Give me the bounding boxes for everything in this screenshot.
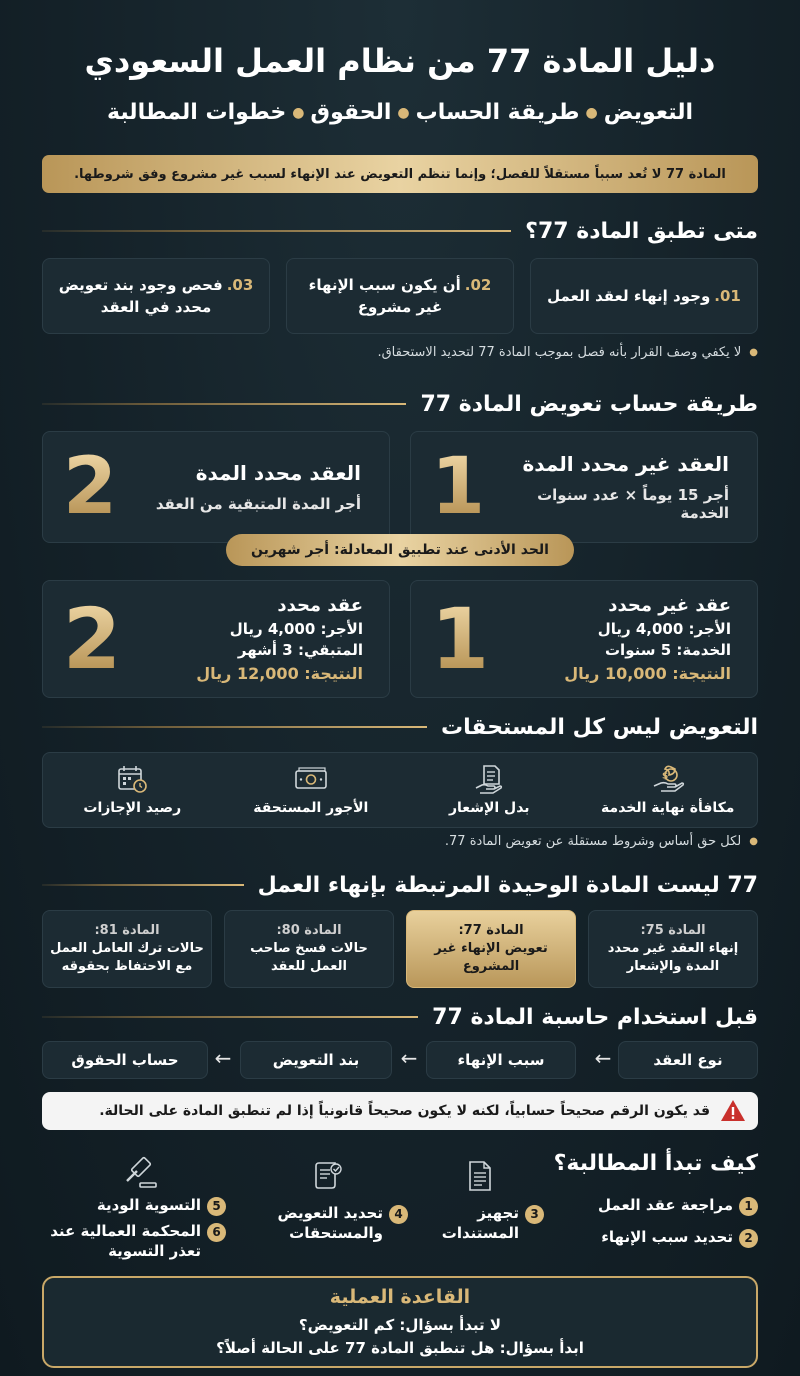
article-number: المادة 77: — [458, 922, 524, 938]
condition-text: فحص وجود بند تعويض محدد في العقد — [58, 275, 223, 316]
subtitle-part-rights: الحقوق — [310, 100, 392, 125]
claim-step-4 — [252, 1204, 408, 1243]
practical-rule-box — [42, 1276, 758, 1368]
section-title: طريقة حساب تعويض المادة 77 — [420, 391, 758, 417]
warning-text: قد يكون الرقم صحيحاً حسابياً، لكنه لا يكون صحيحاً قانونياً إذا لم تنطبق المادة على الحالة. — [99, 1103, 710, 1119]
condition-number: 02. — [464, 275, 492, 294]
due-label: الأجور المستحقة — [253, 800, 369, 816]
article-number: المادة 81: — [94, 922, 160, 938]
warning-banner — [42, 1092, 758, 1130]
article-text: حالات فسخ صاحب العمل للعقد — [250, 940, 368, 975]
claim-step-text: مراجعة عقد العمل — [598, 1196, 733, 1214]
dues-strip — [42, 752, 758, 828]
claim-step-6 — [40, 1222, 226, 1261]
example-number: 1 — [430, 590, 490, 688]
subtitle-separator: ● — [397, 105, 410, 121]
minimum-compensation-pill: الحد الأدنى عند تطبيق المعادلة: أجر شهرين — [226, 534, 574, 566]
article-number: المادة 75: — [640, 922, 706, 938]
section-divider — [42, 884, 244, 886]
checklist-icon — [312, 1160, 344, 1192]
calc-card-formula: أجر المدة المتبقية من العقد — [155, 495, 361, 513]
intro-banner: المادة 77 لا تُعد سبباً مستقلاً للفصل؛ وإنما تنظم التعويض عند الإنهاء لسبب غير مشروع وفق شروطها. — [42, 155, 758, 193]
article-text: إنهاء العقد غير محدد المدة والإشعار — [607, 940, 739, 975]
due-outstanding-wages — [222, 753, 401, 827]
claim-step-text: التسوية الودية — [96, 1196, 201, 1214]
calendar-icon — [115, 764, 149, 794]
section-heading-calculator — [42, 1002, 758, 1032]
money-hand-icon — [651, 764, 685, 794]
gavel-icon — [124, 1156, 160, 1190]
section-title: كيف تبدأ المطالبة؟ — [553, 1150, 758, 1176]
step-contract-type: نوع العقد — [618, 1041, 758, 1079]
claim-step-2 — [601, 1228, 758, 1248]
step-number-badge: 3 — [525, 1205, 544, 1224]
note-text: لا يكفي وصف القرار بأنه فصل بموجب المادة 77 لتحديد الاستحقاق. — [377, 345, 742, 360]
rule-line-1: لا تبدأ بسؤال: كم التعويض؟ — [298, 1316, 502, 1334]
section-heading-dues — [42, 712, 758, 742]
document-icon — [466, 1160, 494, 1192]
article-text: حالات ترك العامل العمل مع الاحتفاظ بحقوقه — [50, 940, 204, 975]
step-termination-reason: سبب الإنهاء — [426, 1041, 576, 1079]
condition-text: أن يكون سبب الإنهاء غير مشروع — [308, 275, 461, 316]
calc-card-number: 2 — [62, 442, 118, 532]
article-card-75 — [588, 910, 758, 988]
calc-card-number: 1 — [430, 442, 486, 532]
section-divider — [42, 1016, 418, 1018]
article-card-77 — [406, 910, 576, 988]
section-heading-articles — [42, 870, 758, 900]
example-service: الخدمة: 5 سنوات — [604, 641, 731, 660]
section-divider — [42, 726, 427, 728]
section-heading-when-apply — [42, 216, 758, 246]
example-number: 2 — [62, 590, 122, 688]
svg-text:$: $ — [661, 771, 669, 782]
step-number-badge: 4 — [389, 1205, 408, 1224]
due-leave-balance — [43, 753, 222, 827]
section-title: متى تطبق المادة 77؟ — [525, 218, 758, 244]
arrow-left-icon: ← — [214, 1046, 232, 1070]
section-heading-calculation — [42, 389, 758, 419]
claim-step-text: تجهيز المستندات — [441, 1204, 519, 1242]
calc-card-formula: أجر 15 يوماً × عدد سنوات الخدمة — [537, 486, 729, 522]
claim-step-5 — [40, 1196, 226, 1216]
step-number-badge: 5 — [207, 1197, 226, 1216]
claim-step-text: تحديد التعويض والمستحقات — [277, 1204, 383, 1242]
condition-number: 03. — [226, 275, 254, 294]
calc-card-title: العقد غير محدد المدة — [522, 452, 729, 476]
subtitle-part-method: طريقة الحساب — [415, 100, 580, 125]
step-rights-calculation: حساب الحقوق — [42, 1041, 208, 1079]
section-heading-how-start — [528, 1148, 758, 1178]
dues-note — [42, 834, 758, 849]
calc-card-title: العقد محدد المدة — [195, 461, 361, 485]
example-result: النتيجة: 12,000 ريال — [196, 664, 363, 684]
arrow-left-icon: ← — [594, 1046, 612, 1070]
step-number-badge: 2 — [739, 1229, 758, 1248]
due-label: بدل الإشعار — [448, 800, 530, 816]
condition-text: وجود إنهاء لعقد العمل — [547, 286, 711, 305]
subtitle-separator: ● — [585, 105, 598, 121]
arrow-left-icon: ← — [400, 1046, 418, 1070]
article-number: المادة 80: — [276, 922, 342, 938]
example-result: النتيجة: 10,000 ريال — [564, 664, 731, 684]
calc-card-fixed — [42, 431, 390, 543]
example-salary: الأجر: 4,000 ريال — [597, 619, 731, 638]
page-subtitle — [0, 100, 800, 125]
step-number-badge: 6 — [207, 1223, 226, 1242]
due-notice-pay — [400, 753, 579, 827]
step-number-badge: 1 — [739, 1197, 758, 1216]
subtitle-part-steps: خطوات المطالبة — [106, 100, 287, 125]
section-title: التعويض ليس كل المستحقات — [441, 714, 758, 740]
example-card-indefinite — [410, 580, 758, 698]
condition-number: 01. — [714, 286, 741, 305]
example-remaining: المتبقي: 3 أشهر — [237, 641, 363, 660]
claim-step-3 — [434, 1204, 544, 1243]
article-text: تعويض الإنهاء غير المشروع — [434, 940, 548, 975]
condition-card-3 — [42, 258, 270, 334]
article-card-81 — [42, 910, 212, 988]
subtitle-separator: ● — [292, 105, 305, 121]
page-title: دليل المادة 77 من نظام العمل السعودي — [84, 42, 716, 80]
claim-step-text: تحديد سبب الإنهاء — [601, 1228, 733, 1246]
note-text: لكل حق أساس وشروط مستقلة عن تعويض المادة 77. — [444, 834, 742, 849]
article-card-80 — [224, 910, 394, 988]
example-title: عقد محدد — [277, 594, 363, 616]
rule-line-2: ابدأ بسؤال: هل تنطبق المادة 77 على الحالة أصلاً؟ — [216, 1338, 584, 1357]
calc-card-indefinite — [410, 431, 758, 543]
section-title: قبل استخدام حاسبة المادة 77 — [432, 1004, 758, 1030]
when-apply-note — [42, 345, 758, 360]
due-label: رصيد الإجازات — [83, 800, 182, 816]
bullet-icon: ● — [749, 347, 758, 358]
due-end-of-service — [579, 753, 758, 827]
section-divider — [42, 230, 511, 232]
condition-card-2 — [286, 258, 514, 334]
section-divider — [42, 403, 406, 405]
claim-step-1 — [598, 1196, 758, 1216]
step-compensation-clause: بند التعويض — [240, 1041, 392, 1079]
condition-card-1 — [530, 258, 758, 334]
document-hand-icon — [472, 764, 506, 794]
bullet-icon: ● — [749, 836, 758, 847]
warning-icon — [720, 1099, 746, 1123]
example-card-fixed — [42, 580, 390, 698]
rule-title: القاعدة العملية — [329, 1286, 471, 1308]
claim-step-text: المحكمة العمالية عند تعذر التسوية — [50, 1222, 201, 1260]
subtitle-part-compensation: التعويض — [603, 100, 694, 125]
due-label: مكافأة نهاية الخدمة — [601, 800, 735, 816]
cash-icon — [293, 764, 329, 794]
section-title: 77 ليست المادة الوحيدة المرتبطة بإنهاء العمل — [257, 872, 758, 898]
example-salary: الأجر: 4,000 ريال — [229, 619, 363, 638]
example-title: عقد غير محدد — [608, 594, 731, 616]
